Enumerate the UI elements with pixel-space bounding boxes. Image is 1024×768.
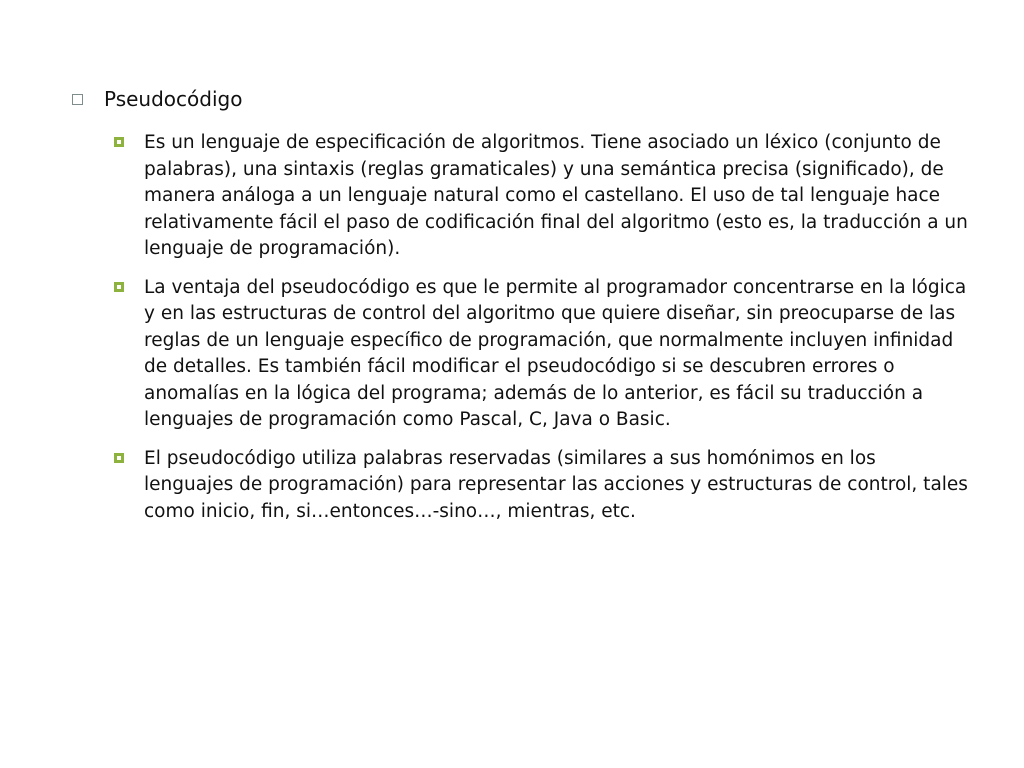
- list-item: [114, 446, 974, 526]
- list-item-text: Es un lenguaje de especificación de algoritmos. Tiene asociado un léxico (conjunto de palabras), una sintaxis (reglas gramaticales) y una semántica precisa (significado), de manera análoga a un lenguaje natural como el castellano. El uso de tal lenguaje hace relativamente fácil el paso de codificación final del algoritmo (esto es, la traducción a un lenguaje de programación).: [144, 132, 968, 259]
- list-item-text: La ventaja del pseudocódigo es que le permite al programador concentrarse en la lógica y en las estructuras de control del algoritmo que quiere diseñar, sin preocuparse de las reglas de un lenguaje específico de programación, que normalmente incluyen infinidad de detalles. Es también fácil modificar el pseudocódigo si se descubren errores o anomalías en la lógica del programa; además de lo anterior, es fácil su traducción a lenguajes de programación como Pascal, C, Java o Basic.: [144, 276, 967, 430]
- square-bullet-icon: [114, 137, 124, 147]
- square-bullet-icon: [114, 282, 124, 292]
- square-bullet-icon: [114, 453, 124, 463]
- list-item-text: El pseudocódigo utiliza palabras reservadas (similares a sus homónimos en los lenguajes de programación) para representar las acciones y estructuras de control, tales como inicio, fin, si…entonces…-sino…, mientras, etc.: [144, 447, 968, 522]
- bullet-list: [114, 130, 974, 537]
- slide-heading: Pseudocódigo: [104, 87, 243, 111]
- heading-row: [72, 86, 242, 112]
- hollow-square-bullet-icon: [72, 94, 83, 105]
- list-item: [114, 130, 974, 263]
- list-item: [114, 275, 974, 434]
